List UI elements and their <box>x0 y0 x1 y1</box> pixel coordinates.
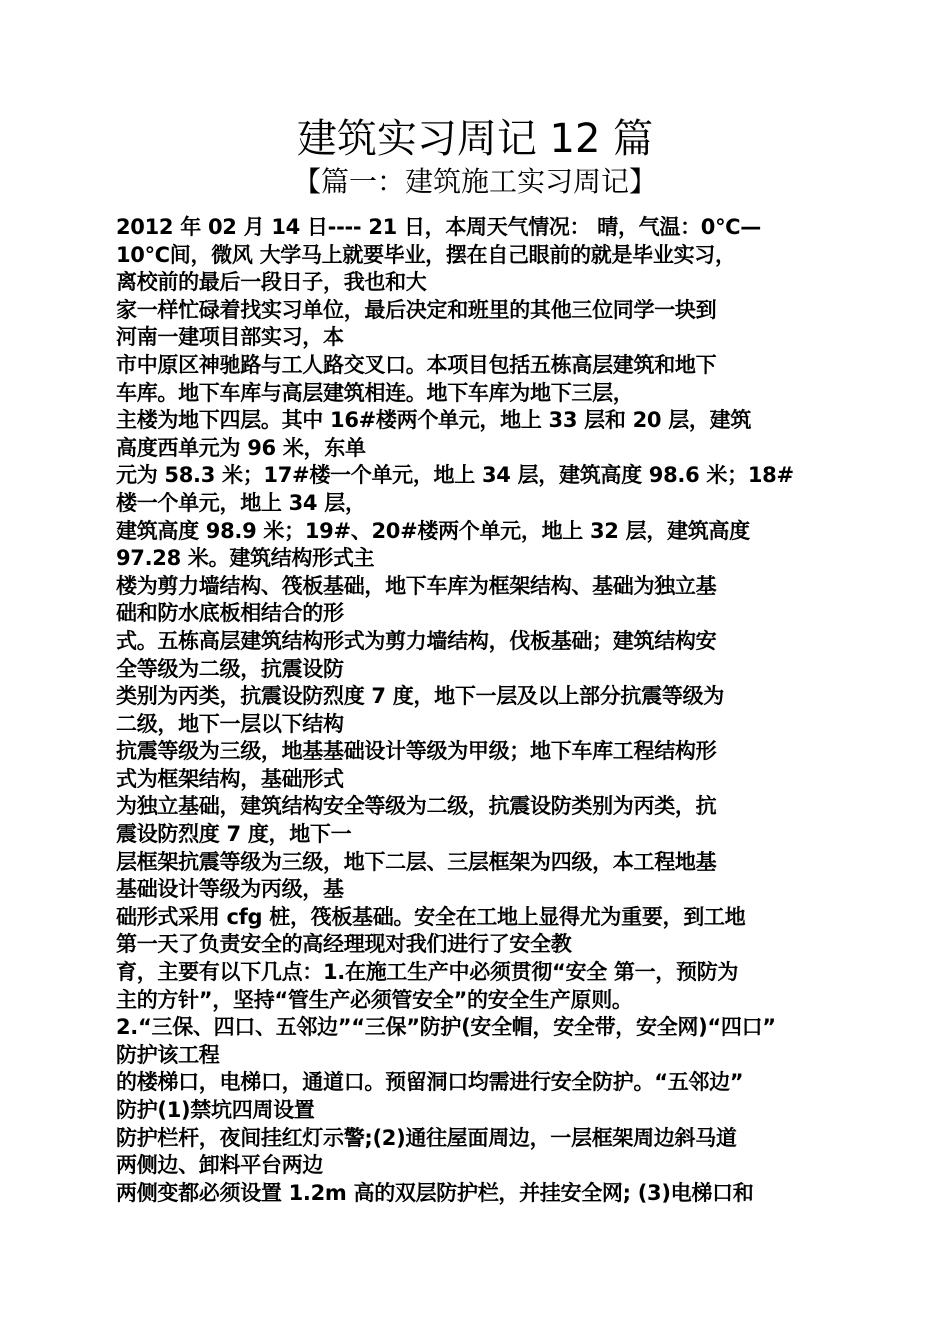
body-text-line: 式。五栋高层建筑结构形式为剪力墙结构，伐板基础；建筑结构安 <box>116 628 717 653</box>
document-body <box>116 214 841 1207</box>
body-text-line: 础形式采用 cfg 桩，筏板基础。安全在工地上显得尤为重要，到工地 <box>116 904 746 929</box>
body-text-line: 全等级为二级，抗震设防 <box>116 656 344 681</box>
body-text-line: 防护栏杆，夜间挂红灯示警;(2)通往屋面周边，一层框架周边斜马道 <box>116 1125 737 1150</box>
body-text-line: 抗震等级为三级，地基基础设计等级为甲级；地下车库工程结构形 <box>116 739 717 764</box>
body-text-line: 高度西单元为 96 米，东单 <box>116 435 366 460</box>
body-text-line: 为独立基础，建筑结构安全等级为二级，抗震设防类别为丙类，抗 <box>116 794 717 819</box>
body-text-line: 楼一个单元，地上 34 层， <box>116 490 366 515</box>
body-text-line: 主楼为地下四层。其中 16#楼两个单元，地上 33 层和 20 层，建筑 <box>116 408 752 433</box>
document-title: 建筑实习周记 12 篇 <box>296 116 654 162</box>
body-text-line: 的楼梯口，电梯口，通道口。预留洞口均需进行安全防护。“五邻边” <box>116 1070 744 1095</box>
body-text-line: 楼为剪力墙结构、筏板基础，地下车库为框架结构、基础为独立基 <box>116 573 717 598</box>
body-text-line: 两侧边、卸料平台两边 <box>116 1153 323 1178</box>
body-text-line: 两侧变都必须设置 1.2m 高的双层防护栏，并挂安全网; (3)电梯口和 <box>116 1180 754 1205</box>
body-text-line: 震设防烈度 7 度，地下一 <box>116 822 352 847</box>
body-text-line: 离校前的最后一段日子，我也和大 <box>116 270 427 295</box>
body-text-line: 2.“三保、四口、五邻边”“三保”防护(安全帽，安全带，安全网)“四口” <box>116 1015 776 1040</box>
body-text-line: 础和防水底板相结合的形 <box>116 601 344 626</box>
body-text-line: 市中原区神驰路与工人路交叉口。本项目包括五栋高层建筑和地下 <box>116 352 717 377</box>
body-text-line: 育，主要有以下几点：1.在施工生产中必须贯彻“安全 第一，预防为 <box>116 960 739 985</box>
document-subtitle: 【篇一：建筑施工实习周记】 <box>292 165 657 198</box>
body-text-line: 车库。地下车库与高层建筑相连。地下车库为地下三层， <box>116 380 634 405</box>
body-text-line: 基础设计等级为丙级，基 <box>116 877 344 902</box>
body-text-line: 家一样忙碌着找实习单位，最后决定和班里的其他三位同学一块到 <box>116 297 717 322</box>
body-text-line: 防护(1)禁坑四周设置 <box>116 1098 315 1122</box>
body-text-line: 97.28 米。建筑结构形式主 <box>116 546 375 571</box>
body-text-line: 建筑高度 98.9 米；19#、20#楼两个单元，地上 32 层，建筑高度 <box>116 518 750 543</box>
body-text-line: 式为框架结构，基础形式 <box>116 766 344 791</box>
body-text-line: 元为 58.3 米；17#楼一个单元，地上 34 层，建筑高度 98.6 米；18# <box>116 463 794 488</box>
body-text-line: 第一天了负责安全的高经理现对我们进行了安全教 <box>116 932 572 957</box>
body-text-line: 河南一建项目部实习，本 <box>116 325 344 350</box>
body-text-line: 10℃间，微风 大学马上就要毕业，摆在自己眼前的就是毕业实习， <box>116 242 736 267</box>
body-text-line: 2012 年 02 月 14 日---- 21 日，本周天气情况： 晴，气温：0℃— <box>116 215 761 239</box>
body-text-line: 层框架抗震等级为三级，地下二层、三层框架为四级，本工程地基 <box>116 849 717 874</box>
body-text-line: 二级，地下一层以下结构 <box>116 711 344 736</box>
body-text-line: 主的方针”，坚持“管生产必须管安全”的安全生产原则。 <box>116 987 633 1012</box>
body-text-line: 防护该工程 <box>116 1042 220 1067</box>
body-text-line: 类别为丙类，抗震设防烈度 7 度，地下一层及以上部分抗震等级为 <box>116 684 724 709</box>
